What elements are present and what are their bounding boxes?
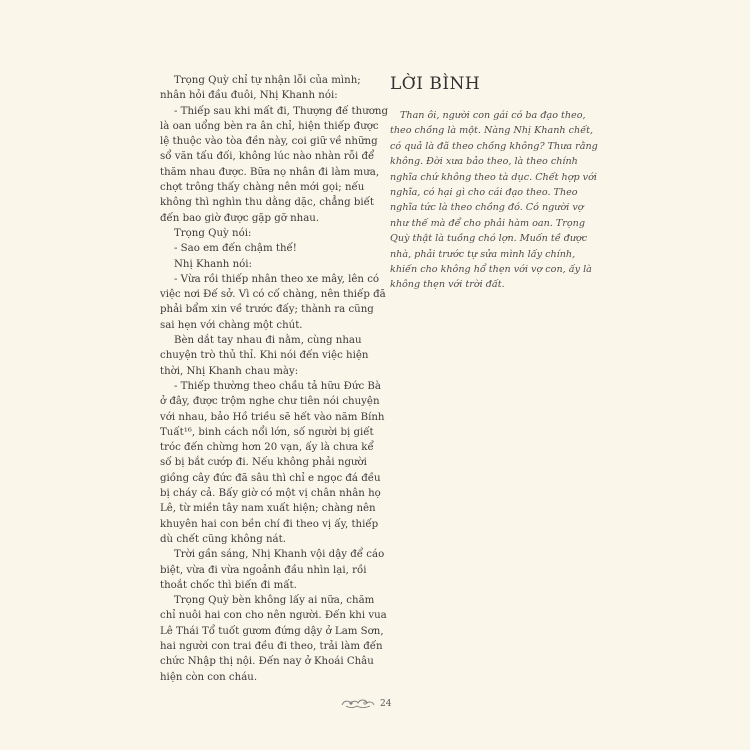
cloud-ornament-icon — [340, 694, 376, 713]
story-paragraph: Trời gần sáng, Nhị Khanh vội dậy để cáo biệt, vừa đi vừa ngoảnh đầu nhìn lại, rồi thoắt chốc thì biến đi mất. — [160, 549, 385, 591]
story-paragraph: - Vừa rồi thiếp nhân theo xe mây, lên có việc nơi Đế sở. Vì có cố chàng, nên thiếp đã phải bẩm xin về trước đấy; thành ra cũng sai hẹn với chàng một chút. — [160, 273, 386, 331]
story-paragraph: - Thiếp sau khi mất đi, Thượng đế thương là oan uổng bèn ra ân chỉ, hiện thiếp được lệ thuộc vào tòa đền này, coi giữ về những sổ văn tấu đối, không lúc nào nhàn rỗi để thăm nhau được. Bữa nọ nhân đi làm mưa, chợt trông thấy chàng nên mới gọi; nếu không thì nghìn thu dằng dặc, chẳng biết đến bao giờ được gặp gỡ nhau. — [160, 105, 388, 224]
story-paragraph: Trọng Quỳ nói: — [174, 227, 252, 239]
story-paragraph: Bèn dắt tay nhau đi nằm, cùng nhau chuyện trò thủ thỉ. Khi nói đến việc hiện thời, Nhị Khanh chau mày: — [160, 335, 369, 377]
commentary-column — [390, 74, 600, 293]
commentary-heading: LỜI BÌNH — [390, 74, 481, 94]
story-paragraph: Trọng Quỳ chỉ tự nhận lỗi của mình; nhân hỏi đầu đuôi, Nhị Khanh nói: — [160, 75, 361, 102]
story-text-column — [160, 73, 388, 685]
story-paragraph: - Thiếp thường theo chầu tả hữu Đức Bà ở đây, được trộm nghe chư tiên nói chuyện với nhau, bảo Hồ triều sẽ hết vào năm Bính Tuất¹⁶, binh cách nổi lớn, số người bị giết tróc đến chừng hơn 20 vạn, ấy là chưa kể số bị bắt cướp đi. Nếu không phải người giồng cây đức đã sâu thì chỉ e ngọc đá đều bị cháy cả. Bấy giờ có một vị chân nhân họ Lê, từ miền tây nam xuất hiện; chàng nên khuyên hai con bền chí đi theo vị ấy, thiếp dù chết cũng không nát. — [160, 380, 385, 545]
story-paragraph: Trọng Quỳ bèn không lấy ai nữa, chăm chỉ nuôi hai con cho nên người. Đến khi vua Lê Thái Tổ tuốt gươm đứng dậy ở Lam Sơn, hai người con trai đều đi theo, trải làm đến chức Nhập thị nội. Đến nay ở Khoái Châu hiện còn con cháu. — [160, 595, 387, 683]
page-footer — [340, 694, 391, 713]
story-paragraph: - Sao em đến chậm thế! — [174, 243, 297, 255]
commentary-text: Than ôi, người con gái có ba đạo theo, theo chồng là một. Nàng Nhị Khanh chết, có quả là đã theo chồng không? Thưa rằng không. Đời xưa bảo theo, là theo chính nghĩa chứ không theo tà dục. Chết hợp với nghĩa, có hại gì cho cái đạo theo. Theo nghĩa tức là theo chồng đó. Có người vợ như thế mà để cho phải hàm oan. Trọng Quỳ thật là tuồng chó lợn. Muốn tề được nhà, phải trước tự sửa mình lấy chính, khiến cho không hổ thẹn với vợ con, ấy là không thẹn với trời đất. — [390, 110, 598, 291]
story-paragraph: Nhị Khanh nói: — [174, 258, 252, 270]
page-number: 24 — [380, 698, 392, 709]
